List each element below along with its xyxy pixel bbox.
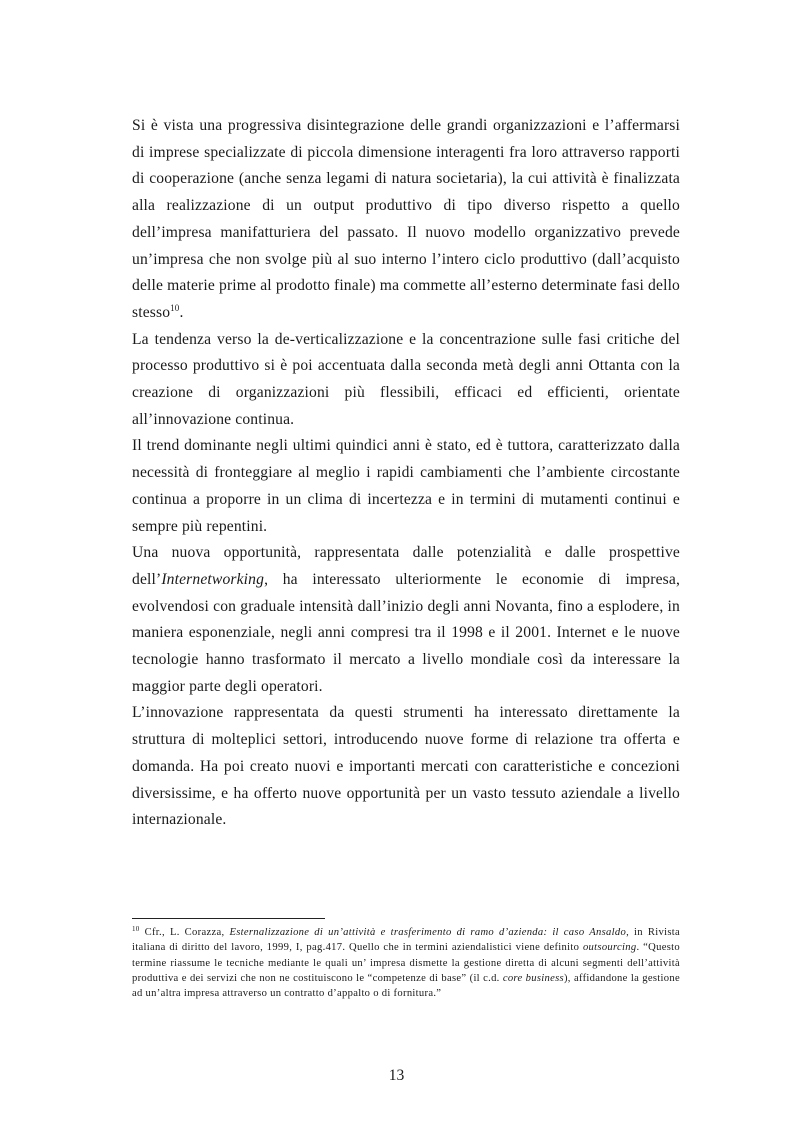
paragraph — [132, 327, 680, 434]
italic-term: Internetworking — [161, 570, 265, 588]
italic-title: Esternalizzazione di un’attività e trasferimento di ramo d’azienda: il caso Ansaldo — [229, 927, 627, 938]
footnote-number: 10 — [132, 925, 140, 933]
text-run: . “Questo termine riassume le tecniche mediante le quali un’ impresa dismette la gestione diretta di alcuni segmenti dell’attività produttiva e dei servizi che non ne costituiscono le “competenze di base” (il c.d. — [132, 942, 680, 984]
text-run: , ha interessato ulteriormente le economie di impresa, evolvendosi con graduale intensità dall’inizio degli anni Novanta, fino a esplodere, in maniera esponenziale, negli anni compresi tra il 1998 e il 2001. Internet e le nuove tecnologie hanno trasformato il mercato a livello mondiale così da interessare la maggior parte degli operatori. — [132, 570, 680, 695]
page-number: 13 — [388, 1067, 405, 1084]
text-run: . — [179, 303, 184, 321]
text-run: Il trend dominante negli ultimi quindici anni è stato, ed è tuttora, caratterizzato dalla necessità di fronteggiare al meglio i rapidi cambiamenti che l’ambiente circostante continua a proporre in un clima di incertezza e in termini di mutamenti continui e sempre più repentini. — [132, 437, 680, 535]
text-run: , in Rivista italiana di diritto del lavoro, 1999, I, pag.417. Quello che in termini aziendalistici viene definito — [132, 927, 680, 954]
paragraph — [132, 540, 680, 700]
footnote-reference: 10 — [170, 302, 180, 313]
footnote-separator — [132, 918, 325, 919]
text-run: Una nuova opportunità, rappresentata dalle potenzialità e dalle prospettive dell’ — [132, 544, 680, 588]
paragraph — [132, 113, 680, 327]
footnote — [132, 925, 680, 1001]
text-run: L’innovazione rappresentata da questi strumenti ha interessato direttamente la struttura di molteplici settori, introducendo nuove forme di relazione tra offerta e domanda. Ha poi creato nuovi e importanti mercati con caratteristiche e concezioni diversissime, e ha offerto nuove opportunità per un vasto tessuto aziendale a livello internazionale. — [132, 704, 680, 829]
paragraph — [132, 433, 680, 540]
text-run: ), affidandone la gestione ad un’altra impresa attraverso un contratto d’appalto o di fornitura.” — [132, 972, 680, 1000]
text-run: La tendenza verso la de-verticalizzazione e la concentrazione sulle fasi critiche del processo produttivo si è poi accentuata dalla seconda metà degli anni Ottanta con la creazione di organizzazioni più flessibili, efficaci ed efficienti, orientate all’innovazione continua. — [132, 330, 680, 428]
italic-term: core business — [502, 972, 564, 984]
text-run: Si è vista una progressiva disintegrazione delle grandi organizzazioni e l’affermarsi di imprese specializzate di piccola dimensione interagenti fra loro attraverso rapporti di cooperazione (anche senza legami di natura societaria), la cui attività è finalizzata alla realizzazione di un output produttivo di tipo diverso rispetto a quello dell’impresa manifatturiera del passato. Il nuovo modello organizzativo prevede un’impresa che non svolge più al suo interno l’intero ciclo produttivo (dall’acquisto delle materie prime al prodotto finale) ma commette all’esterno determinate fasi dello stesso — [132, 117, 680, 321]
body-text — [132, 113, 680, 834]
text-run: Cfr., L. Corazza, — [139, 927, 230, 938]
paragraph — [132, 700, 680, 834]
italic-term: outsourcing — [582, 942, 637, 954]
